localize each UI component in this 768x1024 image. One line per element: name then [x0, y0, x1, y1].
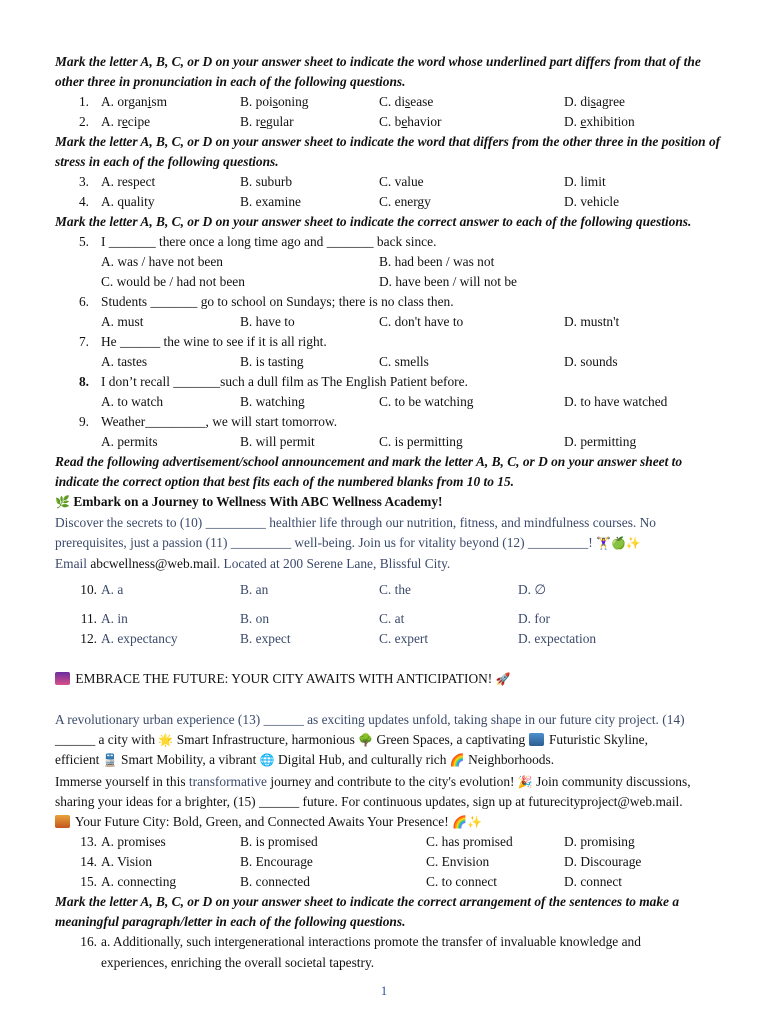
q15-option-d[interactable]: D. connect [564, 874, 623, 889]
star-icon: 🌟 [158, 733, 174, 747]
q13-option-d[interactable]: D. promising [564, 834, 635, 849]
q5-stem: I _______ there once a long time ago and _______ back since. [101, 234, 437, 249]
q8-number: 8. [78, 374, 89, 389]
q8-option-a[interactable]: A. to watch [101, 394, 164, 409]
ad2-title: EMBRACE THE FUTURE: YOUR CITY AWAITS WITH ANTICIPATION! 🚀 [55, 669, 511, 689]
q4-option-c[interactable]: C. energy [379, 194, 431, 209]
ad1-title: 🌿 Embark on a Journey to Wellness With ABC Wellness Academy! [55, 494, 443, 509]
q10-option-a[interactable]: A. a [101, 582, 124, 597]
party-icon: 🎉 [517, 775, 533, 789]
q16-number: 16. [80, 934, 97, 949]
q2-option-b[interactable]: B. regular [240, 114, 294, 129]
ad2-line-1: A revolutionary urban experience (13) ______ as exciting updates unfold, taking shape in our future city project. (14) [55, 712, 685, 727]
tree-icon: 🌳 [358, 733, 374, 747]
q4-option-a[interactable]: A. quality [101, 194, 155, 209]
q2-option-c[interactable]: C. behavior [379, 114, 442, 129]
q14-option-c[interactable]: C. Envision [426, 854, 490, 869]
q12-option-d[interactable]: D. expectation [518, 631, 597, 646]
q7-option-a[interactable]: A. tastes [101, 354, 148, 369]
q11-option-a[interactable]: A. in [101, 611, 128, 626]
construction-icon [55, 815, 70, 828]
q6-stem: Students _______ go to school on Sundays; there is no class then. [101, 294, 454, 309]
q6-number: 6. [78, 294, 89, 309]
q1-option-c[interactable]: C. disease [379, 94, 434, 109]
q6-option-d[interactable]: D. mustn't [564, 314, 620, 329]
ad1-email[interactable]: abcwellness@web.mail [90, 556, 217, 571]
ad1-line-2: prerequisites, just a passion (11) _________ well-being. Join us for vitality beyond (12) _________! 🏋‍♀🍏✨ [55, 535, 641, 550]
q9-option-b[interactable]: B. will permit [240, 434, 315, 449]
q7-number: 7. [78, 334, 89, 349]
q9-stem: Weather_________, we will start tomorrow. [101, 414, 338, 429]
section-2-instruction: Mark the letter A, B, C, or D on your answer sheet to indicate the word that differs from the other three in the position of stress in each of the following questions. [55, 134, 721, 169]
q13-option-c[interactable]: C. has promised [426, 834, 513, 849]
city-night-icon [55, 672, 70, 685]
q14-option-b[interactable]: B. Encourage [240, 854, 313, 869]
q13-option-a[interactable]: A. promises [101, 834, 166, 849]
q2-option-a[interactable]: A. recipe [101, 114, 151, 129]
q16-sentence-a-line-2: experiences, enriching the overall societal tapestry. [101, 955, 375, 970]
q4-number: 4. [78, 194, 89, 209]
rocket-icon: 🚀 [495, 672, 511, 686]
q15-option-b[interactable]: B. connected [240, 874, 310, 889]
q1-option-d[interactable]: D. disagree [564, 94, 626, 109]
q7-option-c[interactable]: C. smells [379, 354, 429, 369]
q15-option-a[interactable]: A. connecting [101, 874, 177, 889]
q14-number: 14. [80, 854, 97, 869]
q15-number: 15. [80, 874, 97, 889]
q9-option-a[interactable]: A. permits [101, 434, 158, 449]
globe-icon: 🌐 [259, 753, 275, 767]
train-icon: 🚆 [102, 753, 118, 767]
leaf-icon: 🌿 [55, 495, 70, 509]
ad2-line-2: ______ a city with 🌟 Smart Infrastructure, harmonious 🌳 Green Spaces, a captivating Futuristic Skyline, [55, 732, 648, 747]
skyline-icon [529, 733, 544, 746]
q11-option-b[interactable]: B. on [240, 611, 270, 626]
q3-number: 3. [78, 174, 89, 189]
q5-option-b[interactable]: B. had been / was not [379, 254, 495, 269]
q15-option-c[interactable]: C. to connect [426, 874, 498, 889]
ad2-line-4: Immerse yourself in this transformative journey and contribute to the city's evolution! 🎉 Join community discussions, [55, 774, 691, 789]
q1-option-b[interactable]: B. poisoning [240, 94, 309, 109]
page-number: 1 [380, 983, 388, 998]
q4-option-d[interactable]: D. vehicle [564, 194, 620, 209]
q6-option-c[interactable]: C. don't have to [379, 314, 464, 329]
q8-option-b[interactable]: B. watching [240, 394, 305, 409]
q5-option-a[interactable]: A. was / have not been [101, 254, 223, 269]
q12-option-a[interactable]: A. expectancy [101, 631, 178, 646]
q8-option-d[interactable]: D. to have watched [564, 394, 668, 409]
q5-number: 5. [78, 234, 89, 249]
q12-option-b[interactable]: B. expect [240, 631, 291, 646]
section-5-instruction: Mark the letter A, B, C, or D on your answer sheet to indicate the correct arrangement of the sentences to make a meaningful paragraph/letter in each of the following questions. [55, 894, 680, 929]
ad2-line-6: Your Future City: Bold, Green, and Connected Awaits Your Presence! 🌈✨ [55, 812, 482, 832]
q14-option-a[interactable]: A. Vision [101, 854, 153, 869]
q6-option-b[interactable]: B. have to [240, 314, 295, 329]
q8-stem: I don’t recall _______such a dull film as The English Patient before. [101, 374, 468, 389]
q7-option-d[interactable]: D. sounds [564, 354, 618, 369]
q11-option-d[interactable]: D. for [518, 611, 550, 626]
q10-option-d[interactable]: D. ∅ [518, 582, 547, 597]
q13-option-b[interactable]: B. is promised [240, 834, 318, 849]
ad1-line-3: Email abcwellness@web.mail. Located at 200 Serene Lane, Blissful City. [55, 556, 451, 571]
q4-option-b[interactable]: B. examine [240, 194, 301, 209]
q3-option-b[interactable]: B. suburb [240, 174, 293, 189]
fitness-icons: 🏋‍♀🍏✨ [596, 536, 641, 550]
ad2-line-3: efficient 🚆 Smart Mobility, a vibrant 🌐 Digital Hub, and culturally rich 🌈 Neighborhoods. [55, 752, 555, 767]
q5-option-d[interactable]: D. have been / will not be [379, 274, 517, 289]
q3-option-a[interactable]: A. respect [101, 174, 156, 189]
q3-option-d[interactable]: D. limit [564, 174, 606, 189]
section-1-instruction: Mark the letter A, B, C, or D on your answer sheet to indicate the word whose underlined part differs from that of the other three in pronunciation in each of the following questions. [55, 54, 701, 89]
q2-number: 2. [78, 114, 89, 129]
ad2-line-5: sharing your ideas for a brighter, (15) ______ future. For continuous updates, sign up at futurecityproject@web.mail. [55, 794, 683, 809]
q12-option-c[interactable]: C. expert [379, 631, 429, 646]
ad1-line-1: Discover the secrets to (10) _________ healthier life through our nutrition, fitness, and mindfulness courses. No [55, 515, 656, 530]
section-3-instruction: Mark the letter A, B, C, or D on your answer sheet to indicate the correct answer to each of the following questions. [55, 214, 692, 229]
q11-option-c[interactable]: C. at [379, 611, 405, 626]
q13-number: 13. [80, 834, 97, 849]
q1-number: 1. [78, 94, 89, 109]
q7-stem: He ______ the wine to see if it is all right. [101, 334, 327, 349]
q1-option-a[interactable]: A. organism [101, 94, 167, 109]
section-4-instruction: Read the following advertisement/school announcement and mark the letter A, B, C, or D on your answer sheet to indicate the correct option that best fits each of the numbered blanks from 10 to 15. [55, 454, 683, 489]
q10-number: 10. [80, 582, 97, 597]
rainbow-icon: 🌈 [452, 815, 467, 829]
q16-sentence-a-line-1: a. Additionally, such intergenerational interactions promote the transfer of invaluable knowledge and [101, 934, 641, 949]
q12-number: 12. [80, 631, 97, 646]
q2-option-d[interactable]: D. exhibition [564, 114, 635, 129]
q14-option-d[interactable]: D. Discourage [564, 854, 642, 869]
q10-option-c[interactable]: C. the [379, 582, 411, 597]
rainbow-icon: 🌈 [449, 753, 465, 767]
q9-option-c[interactable]: C. is permitting [379, 434, 463, 449]
q8-option-c[interactable]: C. to be watching [379, 394, 474, 409]
q9-number: 9. [78, 414, 89, 429]
q10-option-b[interactable]: B. an [240, 582, 269, 597]
q11-number: 11. [80, 611, 97, 626]
q6-option-a[interactable]: A. must [101, 314, 144, 329]
sparkles-icon: ✨ [466, 815, 482, 829]
q7-option-b[interactable]: B. is tasting [240, 354, 304, 369]
q9-option-d[interactable]: D. permitting [564, 434, 637, 449]
q5-option-c[interactable]: C. would be / had not been [101, 274, 245, 289]
q3-option-c[interactable]: C. value [379, 174, 424, 189]
